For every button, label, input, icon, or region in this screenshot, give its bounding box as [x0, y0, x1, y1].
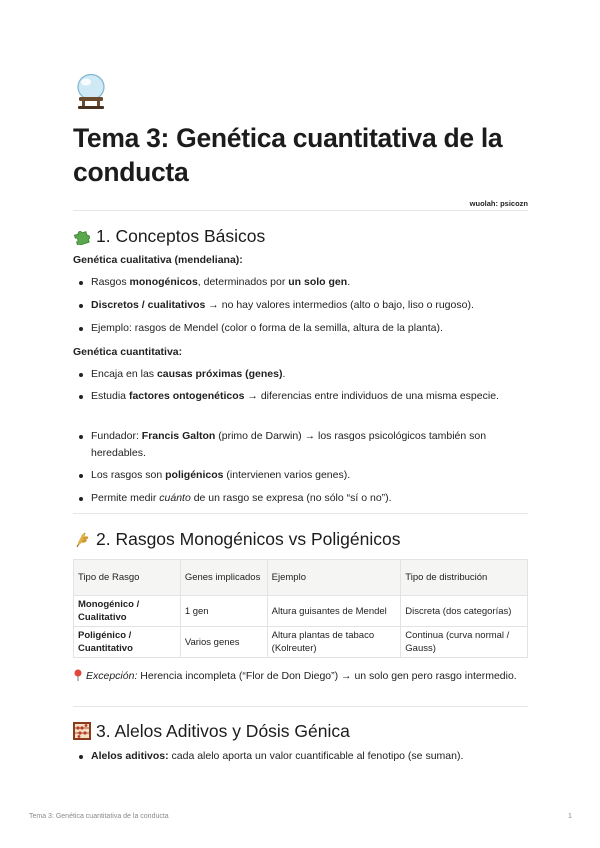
bold-text: poligénicos: [165, 469, 224, 481]
text-run: Permite medir: [91, 492, 160, 504]
subheading: Genética cualitativa (mendeliana):: [73, 254, 243, 266]
list-item-text: [91, 274, 518, 291]
crystal-ball-icon: [73, 72, 109, 110]
text-run: Encaja en las: [91, 368, 157, 380]
list-item-text: [91, 748, 518, 765]
list-item-text: [91, 428, 518, 461]
divider: [73, 706, 528, 707]
bold-text: factores ontogenéticos: [128, 390, 245, 402]
list-item: [73, 297, 518, 314]
puzzle-icon: [73, 227, 91, 245]
table-header-cell: Genes implicados: [180, 560, 267, 596]
text-run: Los rasgos son: [91, 469, 166, 481]
exception-text: Herencia incompleta (“Flor de Don Diego”) → un solo gen pero rasgo intermedio.: [137, 670, 517, 682]
source-tag: wuolah: psicozn: [469, 199, 528, 208]
bold-text: Francis Galton: [141, 430, 216, 442]
text-run: Ejemplo: rasgos de Mendel (color o forma de la semilla, altura de la planta).: [91, 322, 443, 334]
bold-text: Alelos aditivos:: [91, 750, 169, 762]
divider: [73, 210, 528, 211]
bold-text: Discretos / cualitativos: [91, 299, 206, 311]
text-run: Rasgos: [91, 276, 130, 288]
table-cell: Poligénico / Cuantitativo: [74, 627, 181, 658]
bullet-icon: [79, 304, 83, 308]
list-item-text: [91, 490, 518, 507]
section-heading-1: [73, 225, 265, 247]
footer-title: Tema 3: Genética cuantitativa de la conducta: [29, 813, 169, 820]
list-item-text: [91, 297, 518, 314]
text-run: → diferencias entre individuos de una misma especie.: [244, 390, 499, 402]
table-header-row: [74, 560, 528, 596]
list-item-text: [91, 320, 518, 337]
section-heading-text: 2. Rasgos Monogénicos vs Poligénicos: [96, 529, 401, 549]
divider: [73, 513, 528, 514]
table-cell: Discreta (dos categorías): [401, 596, 528, 627]
table-cell: Monogénico / Cualitativo: [74, 596, 181, 627]
text-run: , determinados por: [197, 276, 289, 288]
table-header-cell: Tipo de Rasgo: [74, 560, 181, 596]
bold-text: monogénicos: [129, 276, 198, 288]
bullet-icon: [79, 435, 83, 439]
list-item-text: [91, 388, 518, 405]
text-run: cada alelo aporta un valor cuantificable al fenotipo (se suman).: [168, 750, 464, 762]
table-header-cell: Ejemplo: [267, 560, 401, 596]
section-heading-2: [73, 528, 400, 550]
table-row: [74, 627, 528, 658]
page-number: 1: [568, 813, 572, 820]
list-item-text: [91, 366, 518, 383]
list-item: [73, 274, 518, 291]
table-header-cell: Tipo de distribución: [401, 560, 528, 596]
list-item-text: [91, 467, 518, 484]
list-item: [73, 366, 518, 383]
bullet-icon: [79, 327, 83, 331]
exception-label: Excepción:: [86, 670, 138, 682]
bold-text: un solo gen: [288, 276, 348, 288]
bullet-icon: [79, 395, 83, 399]
table-cell: Varios genes: [180, 627, 267, 658]
bullet-icon: [79, 474, 83, 478]
list-item: [73, 388, 518, 405]
list-item: [73, 490, 518, 507]
table-row: [74, 596, 528, 627]
section-heading-text: 3. Alelos Aditivos y Dósis Génica: [96, 721, 350, 741]
bullet-icon: [79, 373, 83, 377]
text-run: → no hay valores intermedios (alto o bajo, liso o rugoso).: [205, 299, 474, 311]
list-item: [73, 467, 518, 484]
text-run: Estudia: [91, 390, 129, 402]
table-cell: Continua (curva normal / Gauss): [401, 627, 528, 658]
text-run: (primo de Darwin) → los rasgos psicológicos también son heredables.: [91, 430, 487, 459]
table-cell: 1 gen: [180, 596, 267, 627]
bold-text: causas próximas (genes): [156, 368, 283, 380]
wheat-icon: [73, 530, 91, 548]
text-run: Fundador:: [91, 430, 142, 442]
text-run: .: [347, 276, 351, 288]
text-run: .: [282, 368, 286, 380]
list-item: [73, 428, 518, 461]
comparison-table: [73, 559, 528, 658]
pin-icon: [73, 669, 83, 681]
list-item: [73, 748, 518, 765]
section-heading-3: [73, 720, 350, 742]
abacus-icon: [73, 722, 91, 740]
subheading: Genética cuantitativa:: [73, 346, 183, 358]
bullet-icon: [79, 755, 83, 759]
table-cell: Altura plantas de tabaco (Kolreuter): [267, 627, 401, 658]
table-cell: Altura guisantes de Mendel: [267, 596, 401, 627]
text-run: de un rasgo se expresa (no sólo “sí o no”).: [190, 492, 392, 504]
page-title: Tema 3: Genética cuantitativa de la conducta: [73, 123, 503, 187]
section-heading-text: 1. Conceptos Básicos: [96, 226, 266, 246]
exception-note: [73, 668, 528, 684]
bullet-icon: [79, 497, 83, 501]
italic-text: cuánto: [159, 492, 191, 504]
text-run: (intervienen varios genes).: [223, 469, 351, 481]
bullet-icon: [79, 281, 83, 285]
list-item: [73, 320, 518, 337]
